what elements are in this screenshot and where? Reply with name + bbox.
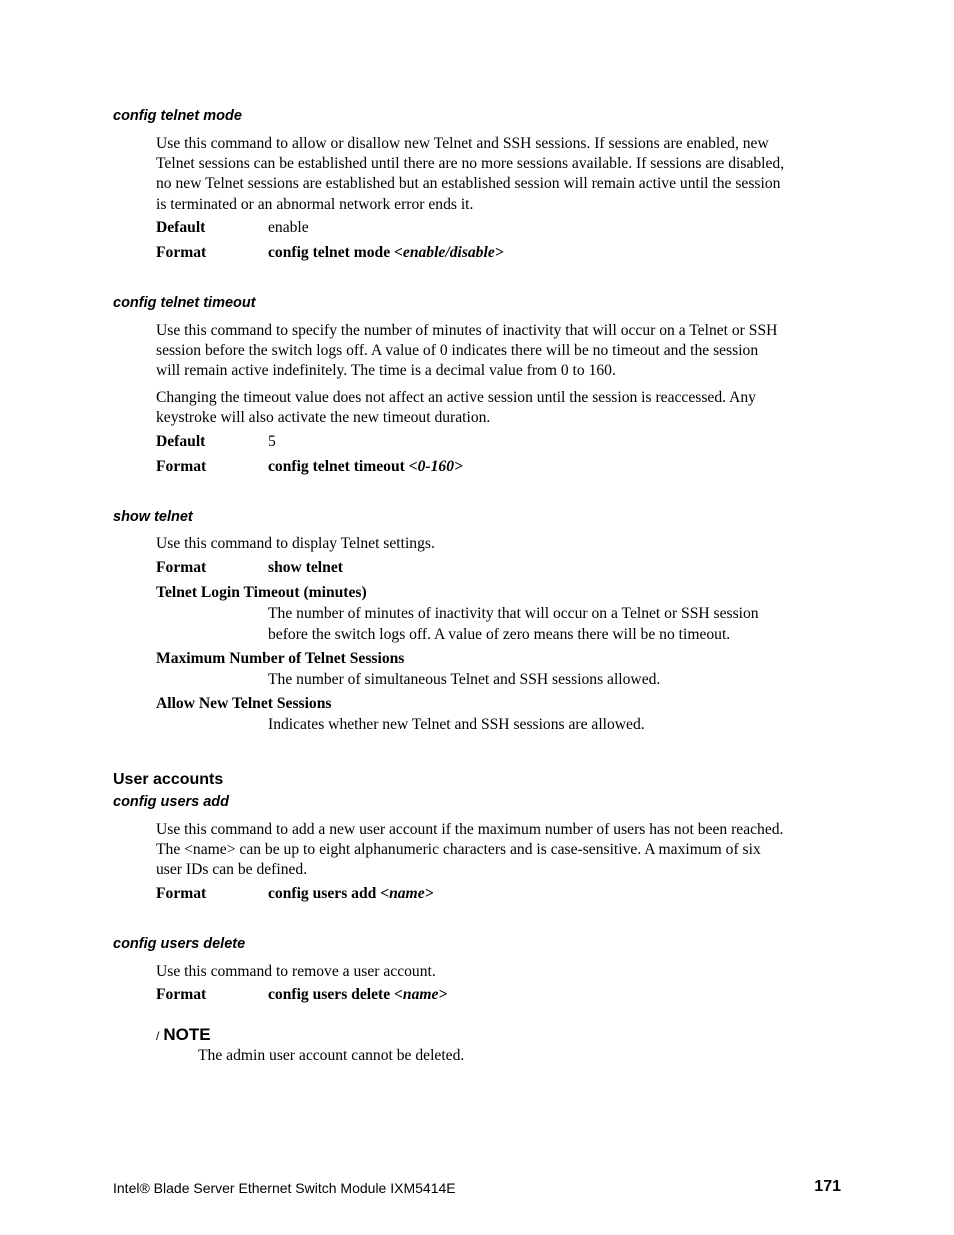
section-title-user-accounts: User accounts: [113, 771, 224, 788]
show-telnet-format-command: show telnet: [268, 559, 343, 576]
heading-show-telnet: show telnet: [113, 509, 193, 525]
field-label-max-telnet-sessions: Maximum Number of Telnet Sessions: [156, 650, 405, 667]
field-desc-max-telnet-sessions: The number of simultaneous Telnet and SSH sessions allowed.: [268, 671, 661, 688]
heading-config-users-delete: config users delete: [113, 936, 246, 952]
page-number: 171: [814, 1178, 841, 1195]
heading-config-telnet-mode: config telnet mode: [113, 108, 242, 124]
note-label: / NOTE: [156, 1025, 211, 1044]
users-add-format-label: Format: [156, 885, 207, 902]
heading-config-users-add: config users add: [113, 794, 230, 810]
users-delete-description: Use this command to remove a user account.: [156, 963, 436, 980]
users-delete-format-label: Format: [156, 986, 207, 1003]
field-desc-allow-new-telnet-sessions: Indicates whether new Telnet and SSH sessions are allowed.: [268, 716, 645, 733]
field-desc-telnet-login-timeout: The number of minutes of inactivity that will occur on a Telnet or SSH session before the switch logs off. A value of zero means there will be no timeout.: [268, 605, 759, 643]
telnet-timeout-default-label: Default: [156, 433, 206, 450]
heading-config-telnet-timeout: config telnet timeout: [113, 295, 256, 311]
note-marker: /: [156, 1029, 160, 1043]
telnet-mode-format-command: config telnet mode <enable/disable>: [268, 244, 504, 261]
telnet-mode-description: Use this command to allow or disallow new Telnet and SSH sessions. If sessions are enabled, new Telnet sessions can be established until there are no more sessions available. If sessions are disabled, no new Telnet sessions are established but an established session will remain active until the session is terminated or an abnormal network error ends it.: [156, 135, 785, 213]
telnet-timeout-default-value: 5: [268, 433, 276, 450]
field-label-allow-new-telnet-sessions: Allow New Telnet Sessions: [156, 695, 332, 712]
telnet-mode-format-label: Format: [156, 244, 207, 261]
note-text: The admin user account cannot be deleted.: [198, 1047, 465, 1064]
telnet-timeout-description: Use this command to specify the number of minutes of inactivity that will occur on a Telnet or SSH session before the switch logs off. A value of 0 indicates there will be no timeout and the session will remain active indefinitely. The time is a decimal value from 0 to 160.: [156, 322, 778, 380]
users-add-format-command: config users add <name>: [268, 885, 434, 902]
telnet-timeout-format-label: Format: [156, 458, 207, 475]
telnet-mode-default-label: Default: [156, 219, 206, 236]
show-telnet-format-label: Format: [156, 559, 207, 576]
footer-document-title: Intel® Blade Server Ethernet Switch Module IXM5414E: [113, 1180, 456, 1196]
users-delete-format-command: config users delete <name>: [268, 986, 448, 1003]
telnet-timeout-note: Changing the timeout value does not affect an active session until the session is reaccessed. Any keystroke will also activate the new timeout duration.: [156, 389, 756, 427]
field-label-telnet-login-timeout: Telnet Login Timeout (minutes): [156, 584, 367, 601]
users-add-description: Use this command to add a new user account if the maximum number of users has not been reached. The <name> can be up to eight alphanumeric characters and is case-sensitive. A maximum of six user IDs can be defined.: [156, 821, 784, 879]
show-telnet-description: Use this command to display Telnet settings.: [156, 535, 435, 552]
telnet-mode-default-value: enable: [268, 219, 309, 236]
telnet-timeout-format-command: config telnet timeout <0-160>: [268, 458, 463, 475]
